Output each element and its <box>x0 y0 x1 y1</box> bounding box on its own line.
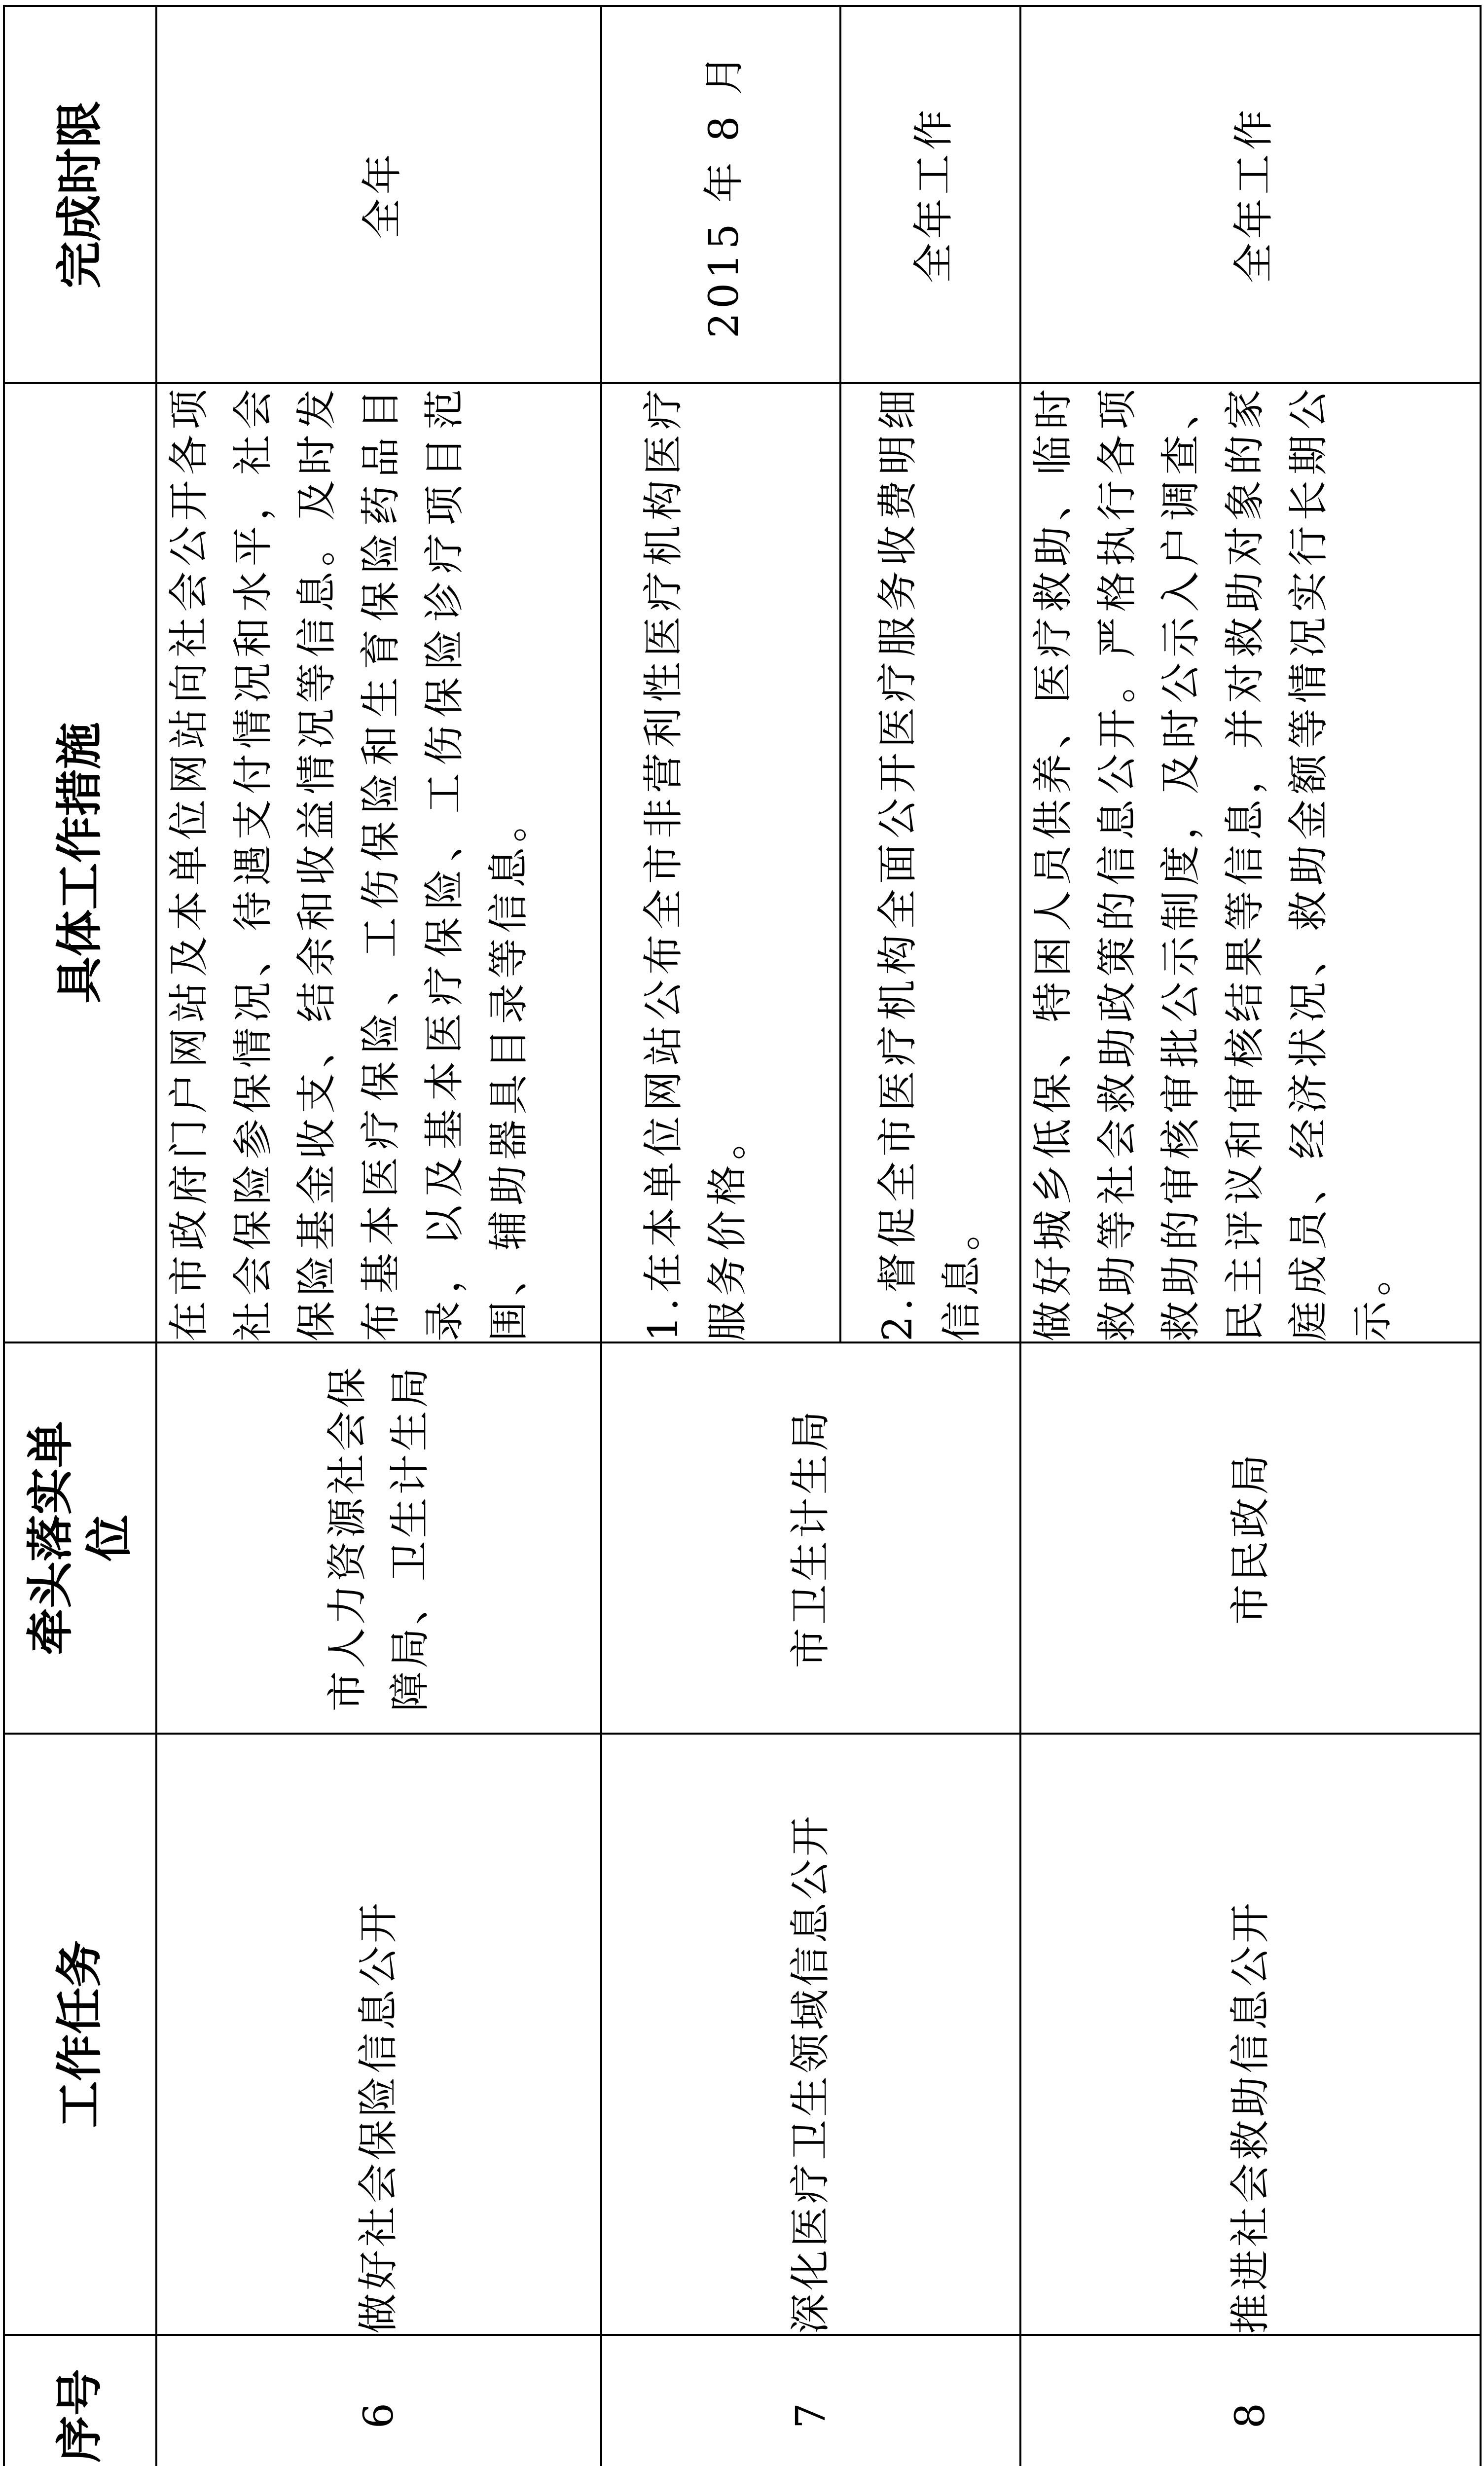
deadline: 全年工作 <box>1020 6 1481 383</box>
table-row <box>601 6 840 2466</box>
deadline-1: 2015 年 8 月 <box>601 6 840 383</box>
lead-unit: 市民政局 <box>1020 1342 1481 1734</box>
work-measure-2: 2.督促全市医疗机构全面公开医疗服务收费明细信息。 <box>840 383 1020 1342</box>
row-number: 6 <box>156 2335 601 2466</box>
work-task: 推进社会救助信息公开 <box>1020 1734 1481 2335</box>
header-serial-number: 序号 <box>4 2335 156 2466</box>
table-row <box>156 6 601 2466</box>
lead-unit: 市卫生计生局 <box>601 1342 1020 1734</box>
work-measure: 在市政府门户网站及本单位网站向社会公开各项社会保险参保情况、待遇支付情况和水平，社会保险基金收支、结余和收益情况等信息。及时发布基本医疗保险、工伤保险和生育保险药品目录，以及基本医疗保险、工伤保险诊疗项目范围、辅助器具目录等信息。 <box>156 383 601 1342</box>
header-work-task: 工作任务 <box>4 1734 156 2335</box>
row-number: 7 <box>601 2335 1020 2466</box>
lead-unit: 市人力资源社会保障局、卫生计生局 <box>156 1342 601 1734</box>
table-row <box>1020 6 1481 2466</box>
row-number: 8 <box>1020 2335 1481 2466</box>
table-header-row <box>4 6 156 2466</box>
work-task-table <box>3 5 1482 2466</box>
work-task: 做好社会保险信息公开 <box>156 1734 601 2335</box>
header-lead-unit: 牵头落实单位 <box>4 1342 156 1734</box>
work-measure-1: 1.在本单位网站公布全市非营利性医疗机构医疗服务价格。 <box>601 383 840 1342</box>
header-measures: 具体工作措施 <box>4 383 156 1342</box>
work-measure: 做好城乡低保、特困人员供养、医疗救助、临时救助等社会救助政策的信息公开。严格执行各项救助的审核审批公示制度，及时公示入户调查、民主评议和审核结果等信息，并对救助对象的家庭成员、经济状况、救助金额等情况实行长期公示。 <box>1020 383 1481 1342</box>
deadline: 全年 <box>156 6 601 383</box>
work-task: 深化医疗卫生领域信息公开 <box>601 1734 1020 2335</box>
deadline-2: 全年工作 <box>840 6 1020 383</box>
header-deadline: 完成时限 <box>4 6 156 383</box>
